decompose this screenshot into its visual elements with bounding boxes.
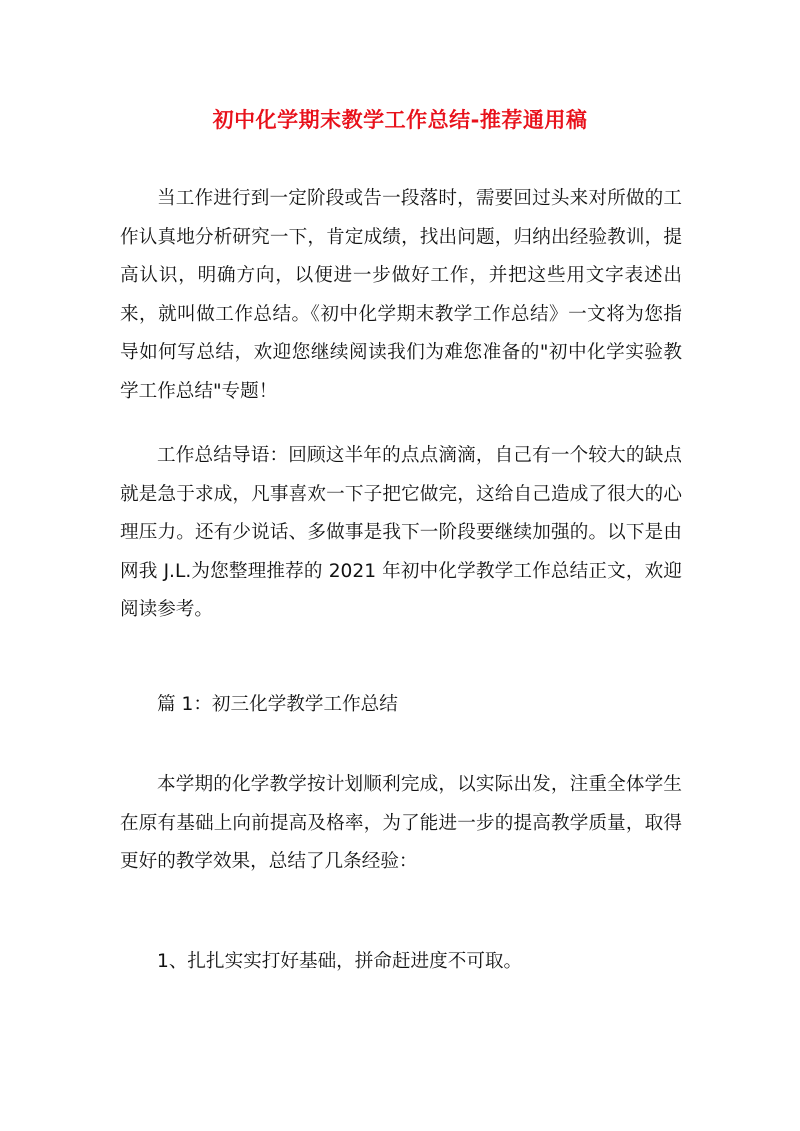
section-paragraph: 本学期的化学教学按计划顺利完成，以实际出发，注重全体学生在原有基础上向前提高及格率，为了能进一步的提高教学质量，取得更好的教学效果，总结了几条经验： (120, 774, 682, 873)
document-title: 初中化学期末教学工作总结-推荐通用稿 (212, 108, 588, 132)
guide-paragraph: 工作总结导语：回顾这半年的点点滴滴，自己有一个较大的缺点就是急于求成，凡事喜欢一下子把它做完，这给自己造成了很大的心理压力。还有少说话、多做事是我下一阶段要继续加强的。以下是由网我 J.L.为您整理推荐的 2021 年初中化学教学工作总结正文，欢迎阅读参考。 (120, 445, 682, 621)
section-heading: 篇 1：初三化学教学工作总结 (157, 694, 398, 715)
intro-paragraph: 当工作进行到一定阶段或告一段落时，需要回过头来对所做的工作认真地分析研究一下，肯定成绩，找出问题，归纳出经验教训，提高认识，明确方向，以便进一步做好工作，并把这些用文字表述出来，就叫做工作总结。《初中化学期末教学工作总结》一文将为您指导如何写总结，欢迎您继续阅读我们为难您准备的"初中化学实验教学工作总结"专题！ (120, 188, 682, 402)
list-item-1: 1、扎扎实实打好基础，拼命赶进度不可取。 (157, 951, 523, 972)
